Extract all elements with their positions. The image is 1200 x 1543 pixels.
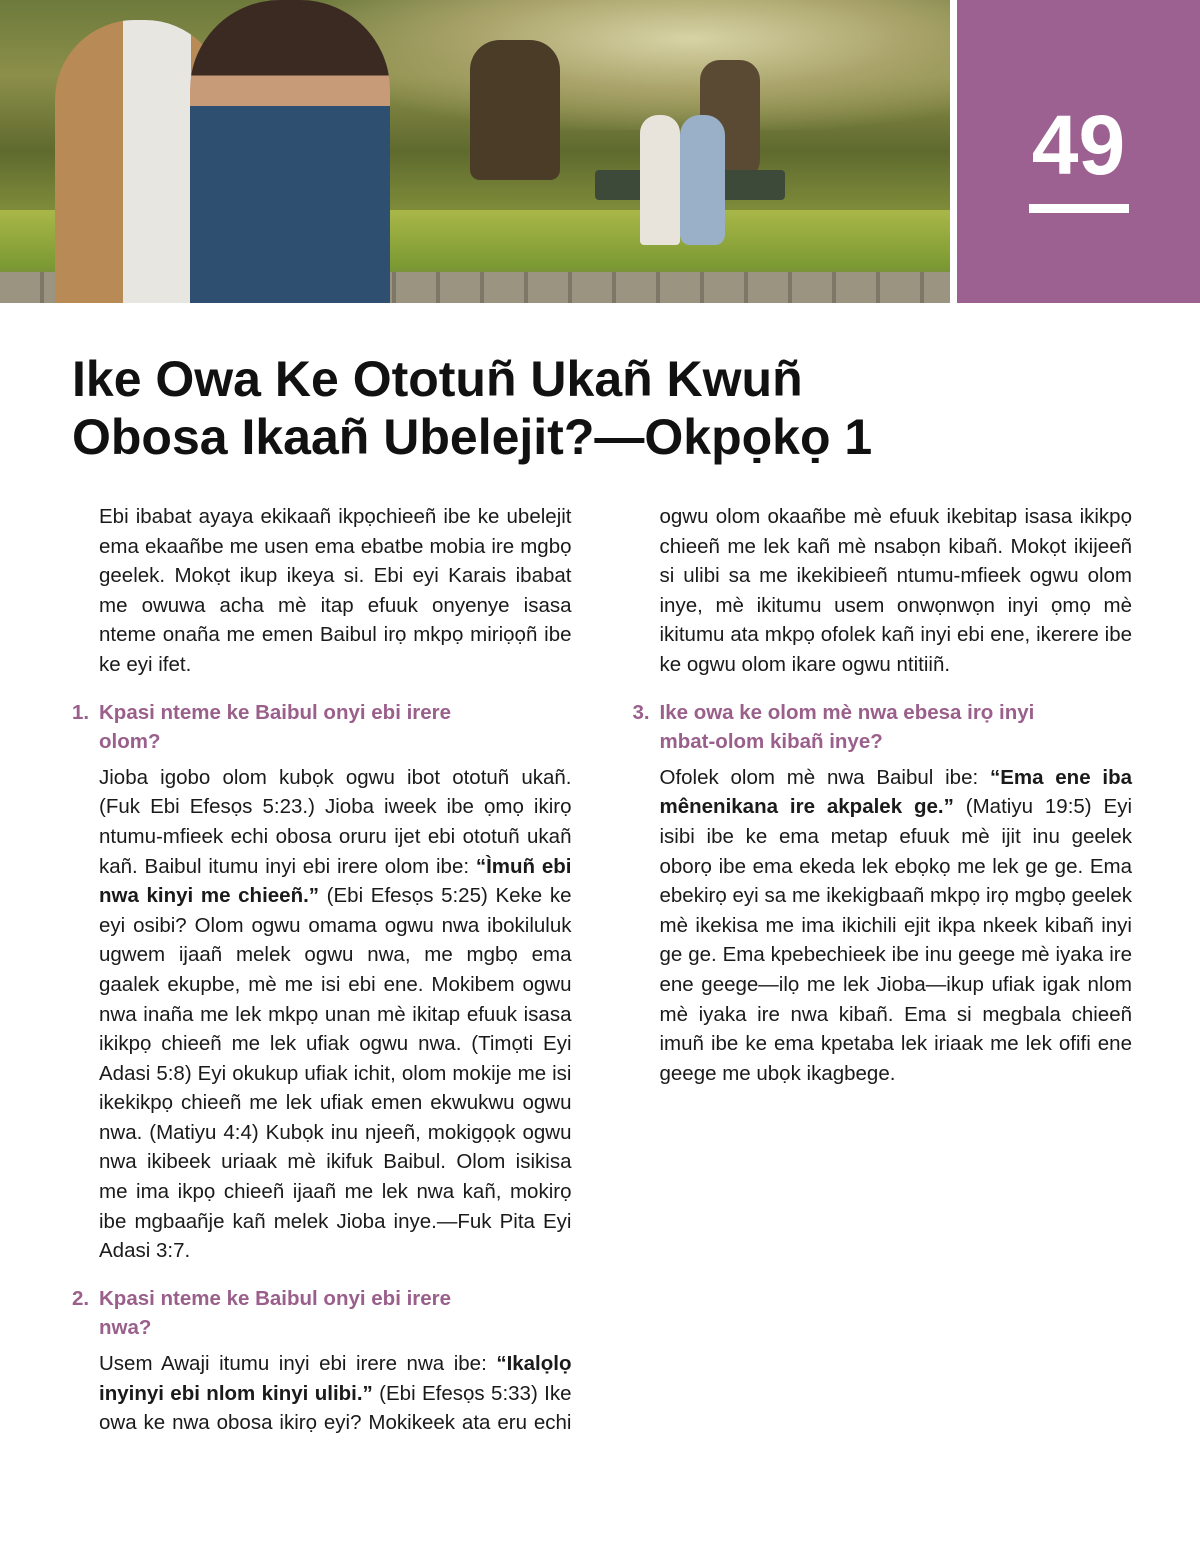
- photo-young-man: [190, 0, 390, 303]
- text: (Matiyu 19:5) Eyi isibi ibe ke ema metap efuuk mè ijit inu geelek oborọ ibe ema ekeda lek ebọkọ me lek ge ge. Ema ebekirọ eyi sa me ikekigbaañ mkpọ irọ mgbọ geelek mè ikekisa me ima ikichili ejit ikpa nkeek kibañ inyi ge ge. Ema kpebechieek ibe inu geege mè iyaka ire ene geege—ilọ me lek Jioba—ikup ufiak igak nlom mè iyaka ire nwa kibañ. Ema si megbala chieeñ imuñ ibe ke ema kpetaba lek iriaak me lek ofifi ene geege me ubọk ikagbege.: [659, 795, 1132, 1085]
- section-heading-text: Kpasi nteme ke Baibul onyi ebi irere nwa?: [99, 1286, 452, 1340]
- section-1-paragraph: [99, 763, 572, 1266]
- photo-tree: [470, 40, 560, 180]
- text: Jioba igobo olom kubọk ogwu ibot ototuñ ukañ. (Fuk Ebi Efesọs 5:23.) Jioba iweek ibe ọmọ ikirọ ntumu-mfieek echi obosa oruru ijet ebi ototuñ ukañ kañ. Baibul itumu inyi ebi irere olom ibe:: [99, 765, 572, 878]
- photo-elderly-woman: [680, 115, 725, 245]
- lesson-number-badge: [957, 0, 1200, 303]
- text: Usem Awaji itumu inyi ebi irere nwa ibe:: [99, 1352, 497, 1376]
- section-number: 2.: [72, 1286, 90, 1310]
- lesson-number: 49: [1031, 98, 1126, 192]
- section-heading-1: [72, 698, 572, 757]
- section-heading-text: Kpasi nteme ke Baibul onyi ebi irere olom?: [99, 700, 452, 754]
- scripture-quote: “Ikalọlọ inyinyi ebi nlom kinyi ulibi.”: [99, 1352, 572, 1405]
- scripture-quote: “Ìmuñ ebi nwa kinyi me chieeñ.”: [99, 854, 572, 908]
- page-title: [72, 350, 972, 466]
- scripture-quote: “Ema ene iba mênenikana ire akpalek ge.”: [659, 765, 1132, 819]
- badge-underline: [1029, 204, 1129, 213]
- text: (Ebi Efesọs 5:25) Keke ke eyi osibi? Olom ogwu omama ogwu nwa ibokiluluk ugwem ijaañ melek ogwu nwa, me mgbọ ema gaalek ekupbe, mè me isi ebi ene. Mokibem ogwu nwa inaña me lek mkpọ unan mè ikitap efuuk isasa ikikpọ chieeñ me lek ufiak ogwu nwa. (Timọti Eyi Adasi 5:8) Eyi okukup ufiak ichit, olom mokije me isi ikekikpọ chieeñ me lek ufiak emen ekwukwu ogwu nwa. (Matiyu 4:4) Kubọk inu njeeñ, mokigọọk ogwu nwa ikibeek uriaak mè ikifuk Baibul. Olom isikisa me ima ikpọ chieeñ ijaañ me lek nwa kañ, mokirọ ibe mgbaañje kañ melek Jioba inye.—Fuk Pita Eyi Adasi 3:7.: [99, 884, 572, 1263]
- title-line-1: Ike Owa Ke Ototuñ Ukañ Kwuñ: [72, 351, 803, 407]
- section-heading-3: [633, 698, 1133, 757]
- photo-elderly-man: [640, 115, 680, 245]
- text: Ofolek olom mè nwa Baibul ibe:: [659, 765, 990, 789]
- article-body: [72, 502, 1132, 1452]
- section-heading-text: Ike owa ke olom mè nwa ebesa irọ inyi mbat-olom kibañ inye?: [659, 700, 1035, 754]
- intro-paragraph: Ebi ibabat ayaya ekikaañ ikpọchieeñ ibe ke ubelejit ema ekaañbe me usen ema ebatbe mobia ire mgbọ geelek. Mokọt ikup ikeya si. Ebi eyi Karais ibabat me owuwa acha mè itap efuuk onyenye isasa nteme onaña me emen Baibul irọ mkpọ miriọọñ ibe ke eyi ifet.: [99, 505, 572, 676]
- section-3-paragraph: [660, 763, 1133, 1089]
- hero-photo-couples-in-park: [0, 0, 950, 303]
- section-heading-2: [72, 1284, 572, 1343]
- section-number: 1.: [72, 700, 90, 724]
- photo-background: [300, 0, 950, 130]
- section-number: 3.: [632, 700, 650, 724]
- title-line-2: Obosa Ikaañ Ubelejit?—Okpọkọ 1: [72, 409, 873, 465]
- text: (Ebi Efesọs 5:33) Ike owa ke nwa obosa ikirọ eyi? Mokikeek ata eru echi ogwu olom okaañbe mè efuuk ikebitap isasa ikikpọ chieeñ me lek kañ mè nsabọn kibañ. Mokọt ikijeeñ si ulibi sa me ikekibieeñ ntumu-mfieek ogwu olom inye, mè ikitumu usem onwọnwọn inyi ọmọ mè ikitumu ata mkpọ ofolek kañ inyi ebi ene, ikerere ibe ke ogwu olom ikare ogwu ntitiiñ.: [99, 505, 1132, 1435]
